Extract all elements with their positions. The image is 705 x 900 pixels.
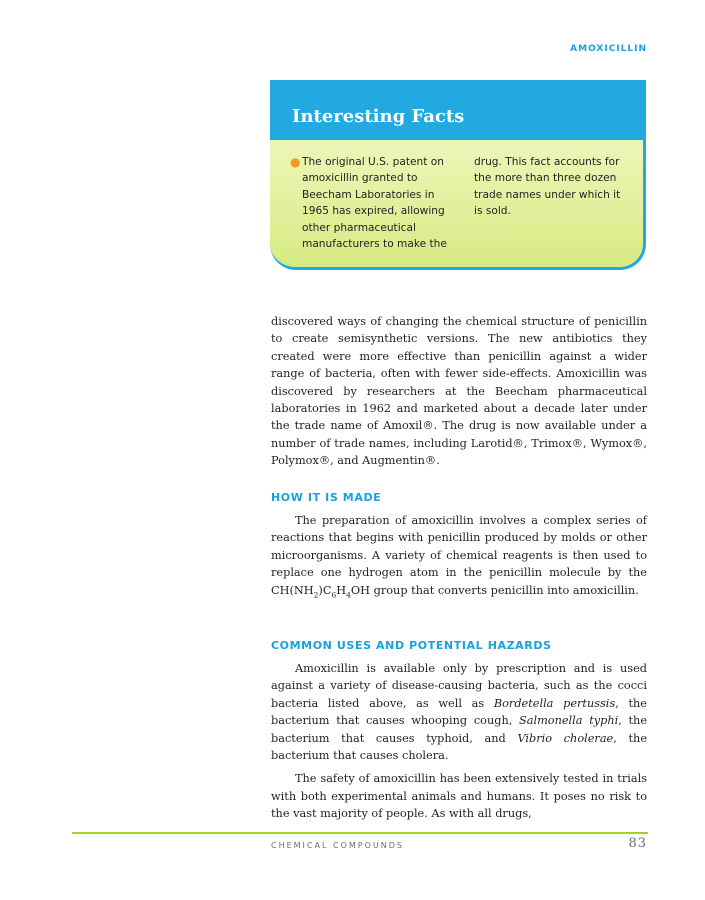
uses-paragraph-2: The safety of amoxicillin has been extensively tested in trials with both experimental animals and humans. It poses no risk to the vast majority of people. As with all drugs,: [271, 772, 647, 821]
footer-book-title: CHEMICAL COMPOUNDS: [271, 841, 404, 850]
species-bordetella: Bordetella pertussis: [493, 696, 616, 710]
footer-rule: [72, 832, 648, 834]
facts-box-body: [290, 154, 630, 252]
facts-box-header: [270, 80, 643, 140]
running-head: AMOXICILLIN: [570, 44, 647, 54]
facts-text-2: drug. This fact accounts for the more than three dozen trade names under which it is sold.: [474, 156, 621, 218]
page-number: 83: [628, 836, 647, 851]
species-salmonella: Salmonella typhi: [519, 714, 619, 728]
facts-column-2: [474, 154, 624, 252]
interesting-facts-box: [270, 80, 646, 270]
species-vibrio: Vibrio cholerae: [517, 731, 614, 745]
section-heading-uses-hazards: COMMON USES AND POTENTIAL HAZARDS: [271, 639, 552, 652]
uses-paragraph-1: Amoxicillin is available only by prescription and is used against a variety of disease-causing bacteria, such as the cocci bacteria listed above, as well as Bordetella pertussis, the bacterium that causes whooping cough, Salmonella typhi, the bacterium that causes typhoid, and Vibrio cholerae, the bacterium that causes cholera.: [271, 662, 648, 763]
intro-text: discovered ways of changing the chemical structure of penicillin to create semisynthetic versions. The new antibiotics they created were more effective than penicillin against a wider range of bacteria, often with fewer side-effects. Amoxicillin was discovered by researchers at the Beecham pharmaceutical laboratories in 1962 and marketed about a decade later under the trade name of Amoxil®. The drug is now available under a number of trade names, including Larotid®, Trimox®, Wymox®, Polymox®, and Augmentin®.: [271, 315, 647, 468]
facts-text-1: The original U.S. patent on amoxicillin granted to Beecham Laboratories in 1965 has expired, allowing other pharmaceutical manufacturers to make the: [302, 156, 447, 251]
intro-paragraph: [271, 313, 647, 470]
section-heading-how-made: HOW IT IS MADE: [271, 491, 382, 504]
how-made-paragraph: [271, 512, 647, 599]
how-made-text: The preparation of amoxicillin involves a complex series of reactions that begins with penicillin produced by molds or other microorganisms. A variety of chemical reagents is then used to replace one hydrogen atom in the penicillin molecule by the $CH(NH_2)C_6H_4OH$ group that converts penicillin into amoxicillin.: [271, 514, 647, 599]
uses-paragraphs: [271, 660, 647, 823]
bullet-icon: ●: [290, 155, 301, 169]
facts-column-1: [290, 154, 454, 252]
chemical-formula: $CH(NH_2)C_6H_4OH$: [271, 583, 371, 599]
facts-box-title: Interesting Facts: [292, 106, 465, 127]
